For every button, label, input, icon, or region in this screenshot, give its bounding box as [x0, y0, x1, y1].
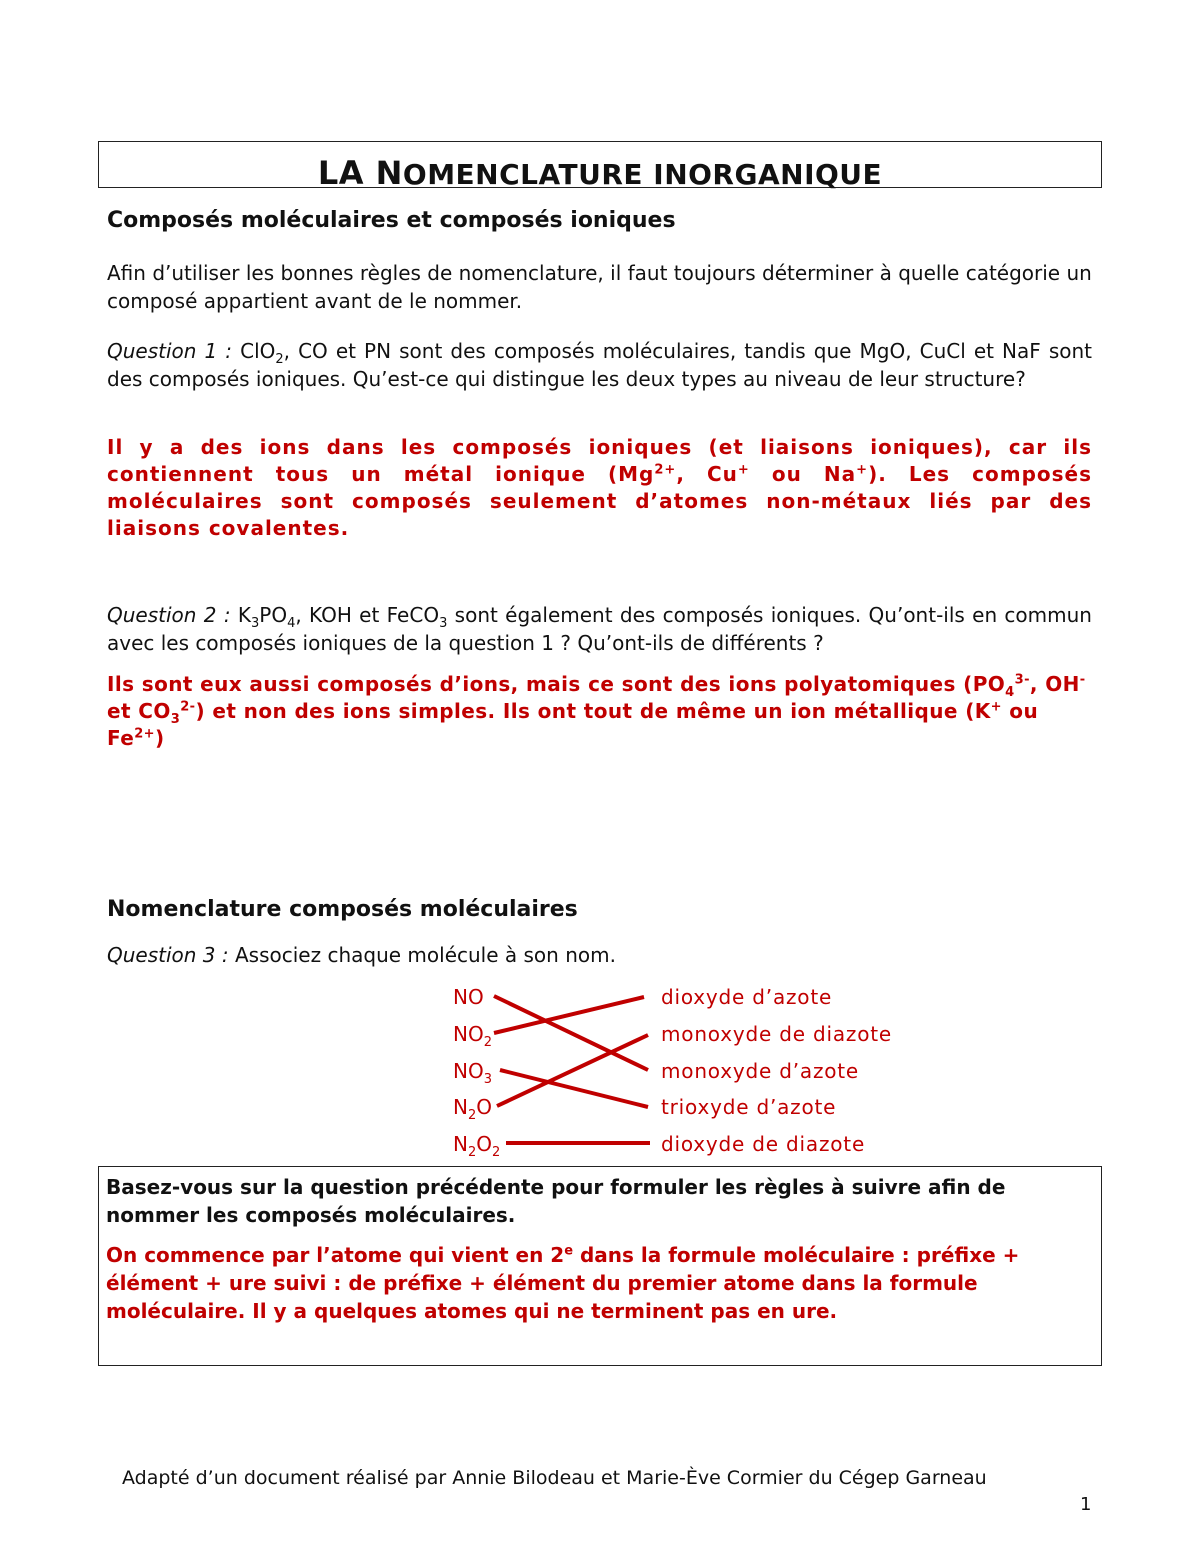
rule-question: Basez-vous sur la question précédente pour formuler les règles à suivre afin de nommer les composés moléculaires. [106, 1175, 1006, 1227]
q2-a-supfe: 2+ [134, 726, 155, 742]
q1-answer-a: Il y a des ions dans les composés ioniques (et liaisons ioniques), car ils contiennent tous un métal ionique (Mg [107, 435, 1092, 486]
match-line-no3 [500, 1070, 648, 1107]
q2-a3: et CO [107, 699, 171, 723]
q3-text: Associez chaque molécule à son nom. [228, 943, 616, 967]
q2-a-supk: + [990, 699, 1002, 715]
molecule-n2o: $N_2O$ [453, 1095, 492, 1123]
rule-answer-sup: e [564, 1243, 574, 1259]
q2-a1: Ils sont eux aussi composés d’ions, mais ce sont des ions polyatomiques (PO [107, 672, 1006, 696]
section1-heading: Composés moléculaires et composés ioniques [107, 208, 676, 233]
q2-s1: 3 [251, 616, 260, 631]
q2-t3: , KOH et FeCO [295, 603, 440, 627]
q2-t1: K [230, 603, 251, 627]
title-part1: LA N [317, 154, 403, 192]
name-monoxyde-azote: monoxyde d’azote [661, 1059, 860, 1083]
match-line-n2o [497, 1035, 648, 1106]
q2-a-sup2: 2- [180, 699, 196, 715]
q2-a-supm: - [1079, 672, 1086, 688]
molecule-no2: $NO_2$ [453, 1022, 492, 1050]
q2-a-sub3: 3 [170, 712, 181, 727]
molecule-no3: $NO_3$ [453, 1059, 492, 1087]
molecule-no: NO [453, 985, 484, 1009]
title-part2: OMENCLATURE INORGANIQUE [402, 158, 883, 191]
q2-a4: ) et non des ions simples. Ils ont tout de même un ion métallique (K [195, 699, 991, 723]
q1-answer-b: , Cu [676, 462, 738, 486]
q2-s2: 4 [287, 616, 296, 631]
molecule-n2o2: $N_2O_2$ [453, 1132, 501, 1160]
page-number: 1 [1080, 1494, 1092, 1515]
section2-heading: Nomenclature composés moléculaires [107, 897, 578, 922]
name-monoxyde-diazote: monoxyde de diazote [661, 1022, 892, 1046]
name-dioxyde-azote: dioxyde d’azote [661, 985, 833, 1009]
rule-answer-a: On commence par l’atome qui vient en 2 [106, 1243, 565, 1267]
rule-answer-b: dans la formule moléculaire : préfixe + élément + ure suivi : de préfixe + élément du premier atome dans la formule moléculaire. Il y a quelques atomes qui ne terminent pas en ure. [106, 1243, 1020, 1323]
question2-label: Question 2 : [107, 603, 231, 627]
q2-a5: ou Fe [107, 699, 1039, 750]
q1-sub-a: 2 [275, 352, 284, 367]
footer-credit: Adapté d’un document réalisé par Annie Bilodeau et Marie-Ève Cormier du Cégep Garneau [122, 1467, 987, 1489]
q2-t2: PO [259, 603, 288, 627]
q2-s3: 3 [439, 616, 448, 631]
name-trioxyde-azote: trioxyde d’azote [661, 1095, 837, 1119]
q1-part-a: ClO [232, 339, 276, 363]
q1-sup-na: + [856, 462, 869, 478]
q1-sup-cu: + [737, 462, 750, 478]
q2-t4: sont également des composés ioniques. Qu’ont-ils en commun avec les composés ioniques de la question 1 ? Qu’ont-ils de différents ? [107, 603, 1092, 655]
q2-a-sub4: 4 [1005, 685, 1015, 700]
q1-answer-c: ou Na [749, 462, 857, 486]
rule-answer [106, 1241, 1094, 1325]
intro-paragraph: Afin d’utiliser les bonnes règles de nomenclature, il faut toujours déterminer à quelle catégorie un composé appartient avant de le nommer. [107, 261, 1092, 313]
q2-a6: ) [154, 726, 165, 750]
match-line-no [494, 996, 648, 1070]
q2-a-sup3: 3- [1014, 672, 1030, 688]
question3-label: Question 3 : [107, 943, 229, 967]
rule-box [98, 1166, 1102, 1366]
match-line-no2 [494, 997, 644, 1033]
q1-answer-d: ). Les composés moléculaires sont composés seulement d’atomes non-métaux liés par des liaisons covalentes. [107, 462, 1093, 540]
q1-part-b: , CO et PN sont des composés moléculaires, tandis que MgO, CuCl et NaF sont des composés ioniques. Qu’est-ce qui distingue les deux types au niveau de leur structure? [107, 339, 1092, 391]
q1-sup-mg: 2+ [654, 462, 677, 478]
q2-a2: , OH [1029, 672, 1080, 696]
name-dioxyde-diazote: dioxyde de diazote [661, 1132, 866, 1156]
question1-label: Question 1 : [107, 339, 233, 363]
